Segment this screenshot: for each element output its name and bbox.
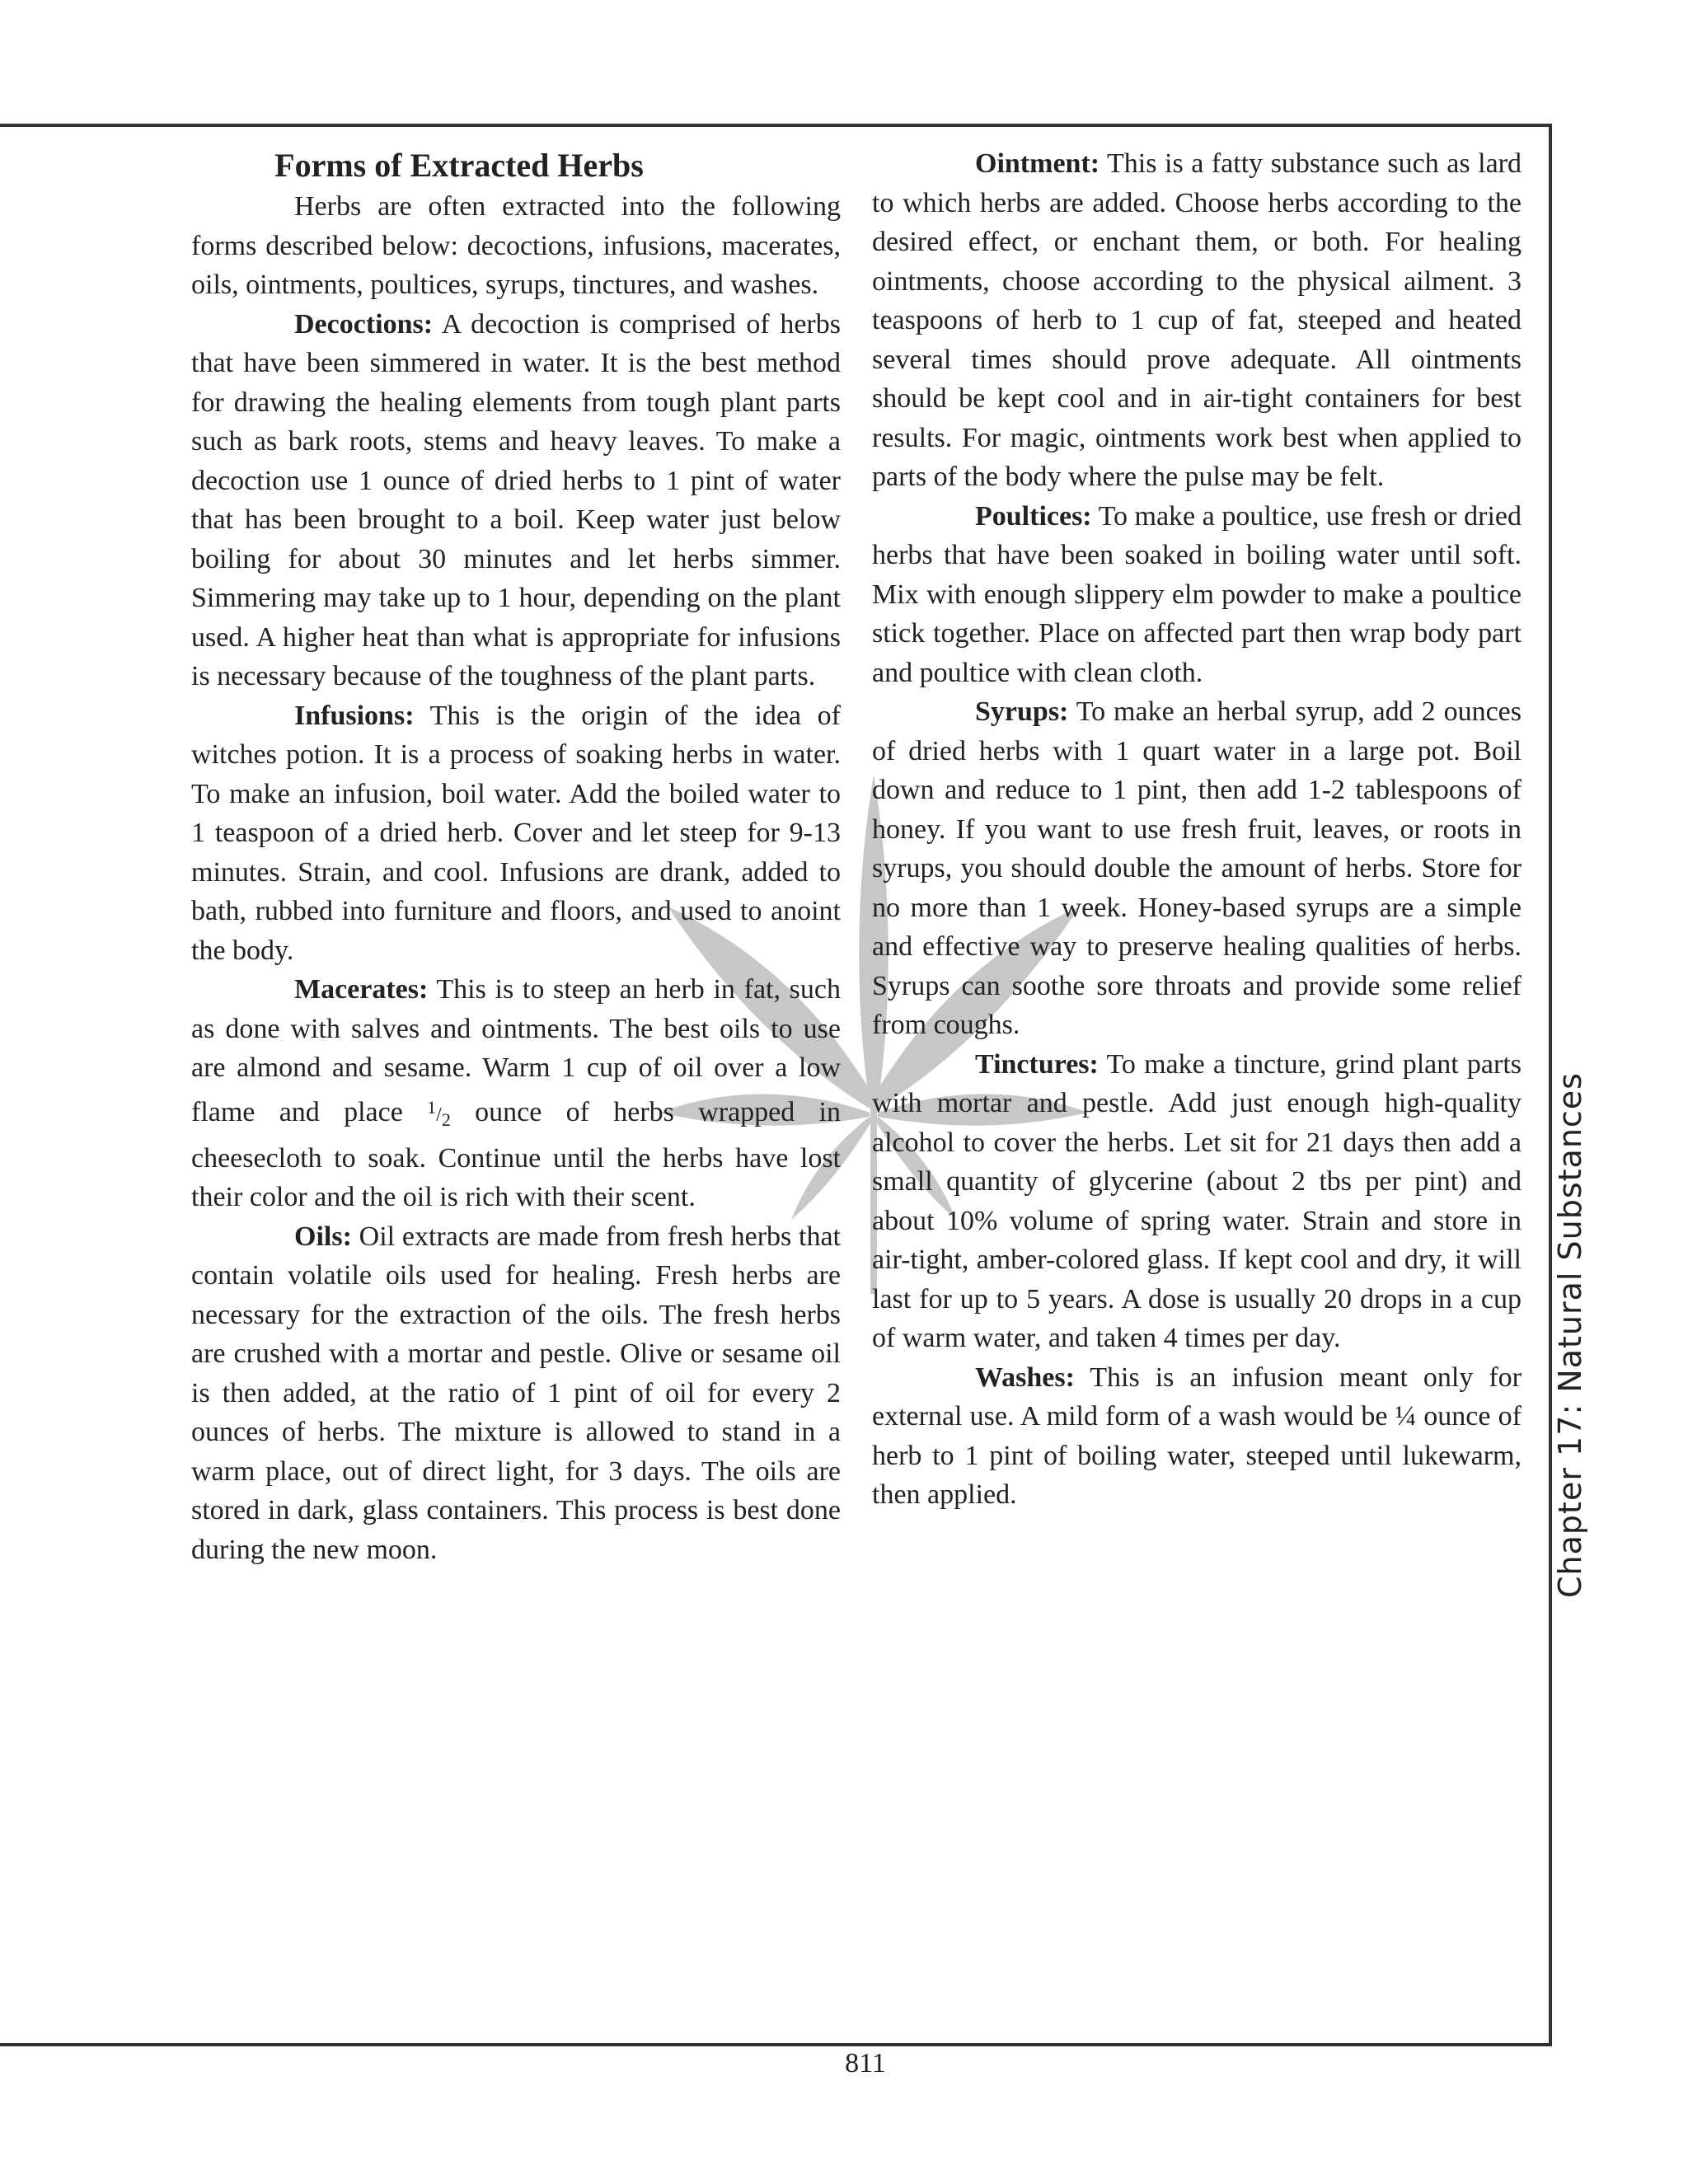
- macerates-paragraph: [191, 970, 841, 1217]
- ointment-paragraph: [872, 144, 1522, 497]
- macerates-term: Macerates:: [294, 974, 429, 1005]
- tinctures-paragraph: [872, 1045, 1522, 1358]
- syrups-paragraph: [872, 692, 1522, 1045]
- macerates-text-before: This is to steep an herb in fat, such as done with salves and ointments. The best oils to use are almond and sesame. Warm 1 cup of oil over a low flame and place: [191, 974, 841, 1127]
- washes-term: Washes:: [975, 1361, 1075, 1393]
- fraction-denominator: 2: [441, 1108, 451, 1130]
- infusions-term: Infusions:: [294, 700, 415, 731]
- macerates-text-after: ounce of herbs wrapped in cheesecloth to soak. Continue until the herbs have lost their color and the oil is rich with their scent.: [191, 1096, 841, 1213]
- left-column: [191, 144, 841, 1569]
- syrups-text: To make an herbal syrup, add 2 ounces of dried herbs with 1 quart water in a large pot. Boil down and reduce to 1 pint, then add 1-2 tablespoons of honey. If you want to use fresh fruit, leaves, or roots in syrups, you should double the amount of herbs. Store for no more than 1 week. Honey-based syrups are a simple and effective way to preserve healing qualities of herbs. Syrups can soothe sore throats and provide some relief from coughs.: [872, 696, 1522, 1040]
- page-number: 811: [845, 2048, 886, 2079]
- decoctions-term: Decoctions:: [294, 308, 434, 340]
- half-fraction: $^1/_2$: [427, 1096, 451, 1130]
- syrups-term: Syrups:: [975, 696, 1069, 727]
- washes-paragraph: [872, 1358, 1522, 1515]
- poultices-paragraph: [872, 497, 1522, 693]
- poultices-text: To make a poultice, use fresh or dried herbs that have been soaked in boiling water until soft. Mix with enough slippery elm powder to make a poultice stick together. Place on affected part then wrap body part and poultice with clean cloth.: [872, 500, 1522, 688]
- tinctures-term: Tinctures:: [975, 1048, 1099, 1080]
- page-title: Forms of Extracted Herbs: [274, 147, 644, 184]
- decoctions-paragraph: [191, 305, 841, 696]
- fraction-numerator: 1: [427, 1096, 437, 1118]
- intro-paragraph: Herbs are often extracted into the following forms described below: decoctions, infusions, macerates, oils, ointments, poultices, syrups, tinctures, and washes.: [191, 191, 841, 300]
- tinctures-text: To make a tincture, grind plant parts with mortar and pestle. Add just enough high-quality alcohol to cover the herbs. Let sit for 21 days then add a small quantity of glycerine (about 2 tbs per pint) and about 10% volume of spring water. Strain and store in air-tight, amber-colored glass. If kept cool and dry, it will last for up to 5 years. A dose is usually 20 drops in a cup of warm water, and taken 4 times per day.: [872, 1048, 1522, 1353]
- ointment-text: This is a fatty substance such as lard to which herbs are added. Choose herbs according to the desired effect, or enchant them, or both. For healing ointments, choose according to the physical ailment. 3 teaspoons of herb to 1 cup of fat, steeped and heated several times should prove adequate. All ointments should be kept cool and in air-tight containers for best results. For magic, ointments work best when applied to parts of the body where the pulse may be felt.: [872, 148, 1522, 492]
- oils-term: Oils:: [294, 1221, 352, 1252]
- infusions-paragraph: [191, 696, 841, 971]
- infusions-text: This is the origin of the idea of witches potion. It is a process of soaking herbs in water. To make an infusion, boil water. Add the boiled water to 1 teaspoon of a dried herb. Cover and let steep for 9-13 minutes. Strain, and cool. Infusions are drank, added to bath, rubbed into furniture and floors, and used to anoint the body.: [191, 700, 841, 966]
- chapter-label: Chapter 17: Natural Substances: [1552, 1072, 1588, 1598]
- oils-paragraph: [191, 1217, 841, 1570]
- oils-text: Oil extracts are made from fresh herbs that contain volatile oils used for healing. Fresh herbs are necessary for the extraction of the oils. The fresh herbs are crushed with a mortar and pestle. Olive or sesame oil is then added, at the ratio of 1 pint of oil for every 2 ounces of herbs. The mixture is allowed to stand in a warm place, out of direct light, for 3 days. The oils are stored in dark, glass containers. This process is best done during the new moon.: [191, 1221, 841, 1565]
- right-column: [872, 144, 1522, 1515]
- poultices-term: Poultices:: [975, 500, 1092, 532]
- ointment-term: Ointment:: [975, 148, 1100, 179]
- decoctions-text: A decoction is comprised of herbs that have been simmered in water. It is the best method for drawing the healing elements from tough plant parts such as bark roots, stems and heavy leaves. To make a decoction use 1 ounce of dried herbs to 1 pint of water that has been brought to a boil. Keep water just below boiling for about 30 minutes and let herbs simmer. Simmering may take up to 1 hour, depending on the plant used. A higher heat than what is appropriate for infusions is necessary because of the toughness of the plant parts.: [191, 308, 841, 691]
- washes-text: This is an infusion meant only for external use. A mild form of a wash would be ¼ ounce of herb to 1 pint of boiling water, steeped until lukewarm, then applied.: [872, 1361, 1522, 1510]
